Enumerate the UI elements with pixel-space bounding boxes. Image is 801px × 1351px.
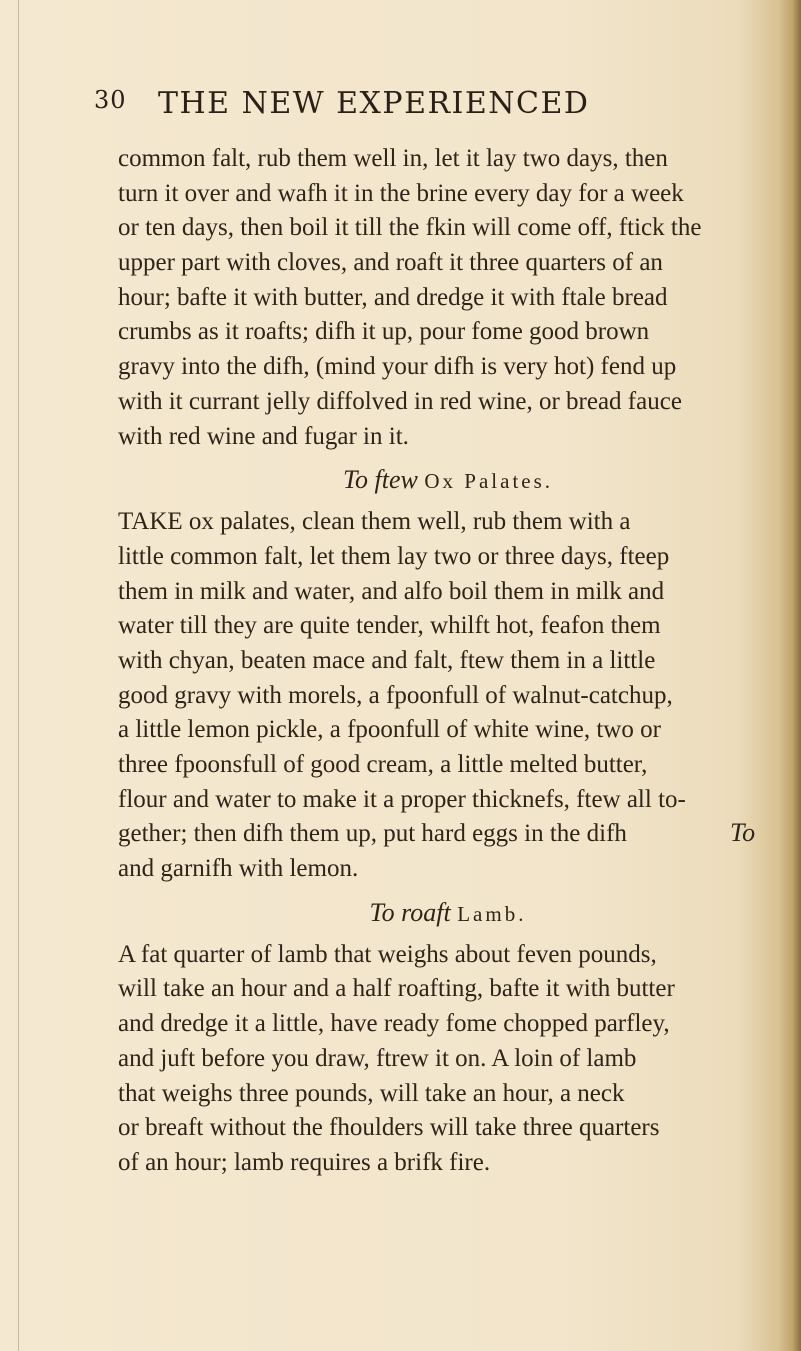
- page-edge-shadow: [779, 0, 801, 1351]
- running-head: [94, 86, 714, 126]
- recipe-heading-lamb: [118, 887, 778, 938]
- text-line: with it currant jelly diffolved in red wine, or bread fauce: [118, 387, 682, 415]
- text-line: a little lemon pickle, a fpoonfull of white wine, two or: [118, 716, 661, 744]
- text-line: and garnifh with lemon.: [118, 855, 359, 883]
- text-line: them in milk and water, and alfo boil them in milk and: [118, 577, 665, 605]
- text-line: or breaft without the fhoulders will take three quarters: [118, 1114, 660, 1142]
- text-line: flour and water to make it a proper thicknefs, ftew all to-: [118, 785, 686, 813]
- running-title: THE NEW EXPERIENCED: [158, 86, 590, 121]
- catchword: To: [730, 818, 756, 847]
- page-number: 30: [94, 86, 127, 114]
- recipe-heading-ox-palates: [118, 454, 778, 505]
- text-line: and juft before you draw, ftrew it on. A loin of lamb: [118, 1044, 637, 1072]
- text-line: three fpoonsfull of good cream, a little melted butter,: [118, 751, 648, 778]
- text-line: of an hour; lamb requires a brifk fire.: [118, 1148, 491, 1176]
- page-text: [118, 142, 778, 1181]
- paragraph-2: [118, 505, 778, 887]
- text-line: TAKE ox palates, clean them well, rub them with a: [118, 508, 631, 536]
- text-line: with chyan, beaten mace and falt, ftew them in a little: [118, 646, 656, 674]
- text-line: upper part with cloves, and roaft it three quarters of an: [118, 249, 663, 277]
- heading-caps: Ox Palates.: [424, 469, 554, 494]
- text-line: common falt, rub them well in, let it lay two days, then: [118, 145, 668, 172]
- text-line: gravy into the difh, (mind your difh is very hot) fend up: [118, 353, 677, 381]
- heading-italic: To roaft: [369, 897, 451, 927]
- page-edge-rule: [18, 0, 19, 1351]
- text-line: will take an hour and a half roafting, bafte it with butter: [118, 975, 675, 1003]
- text-line: hour; bafte it with butter, and dredge it with ftale bread: [118, 283, 668, 311]
- text-line: water till they are quite tender, whilft hot, feafon them: [118, 612, 661, 640]
- text-line: little common falt, let them lay two or three days, fteep: [118, 542, 670, 570]
- heading-caps: Lamb.: [457, 901, 527, 926]
- text-line: that weighs three pounds, will take an hour, a neck: [118, 1079, 625, 1107]
- text-line: turn it over and wafh it in the brine every day for a week: [118, 179, 684, 207]
- text-line: good gravy with morels, a fpoonfull of walnut-catchup,: [118, 681, 673, 709]
- text-line: and dredge it a little, have ready fome chopped parfley,: [118, 1010, 670, 1038]
- text-line: gether; then difh them up, put hard eggs in the difh: [118, 820, 627, 848]
- heading-italic: To ftew: [342, 465, 418, 495]
- text-line: with red wine and fugar in it.: [118, 422, 409, 450]
- text-line: or ten days, then boil it till the fkin will come off, ftick the: [118, 214, 702, 242]
- text-line: A fat quarter of lamb that weighs about feven pounds,: [118, 940, 657, 968]
- paragraph-3: [118, 938, 778, 1181]
- paragraph-1: [118, 142, 778, 454]
- text-line: crumbs as it roafts; difh it up, pour fome good brown: [118, 318, 650, 346]
